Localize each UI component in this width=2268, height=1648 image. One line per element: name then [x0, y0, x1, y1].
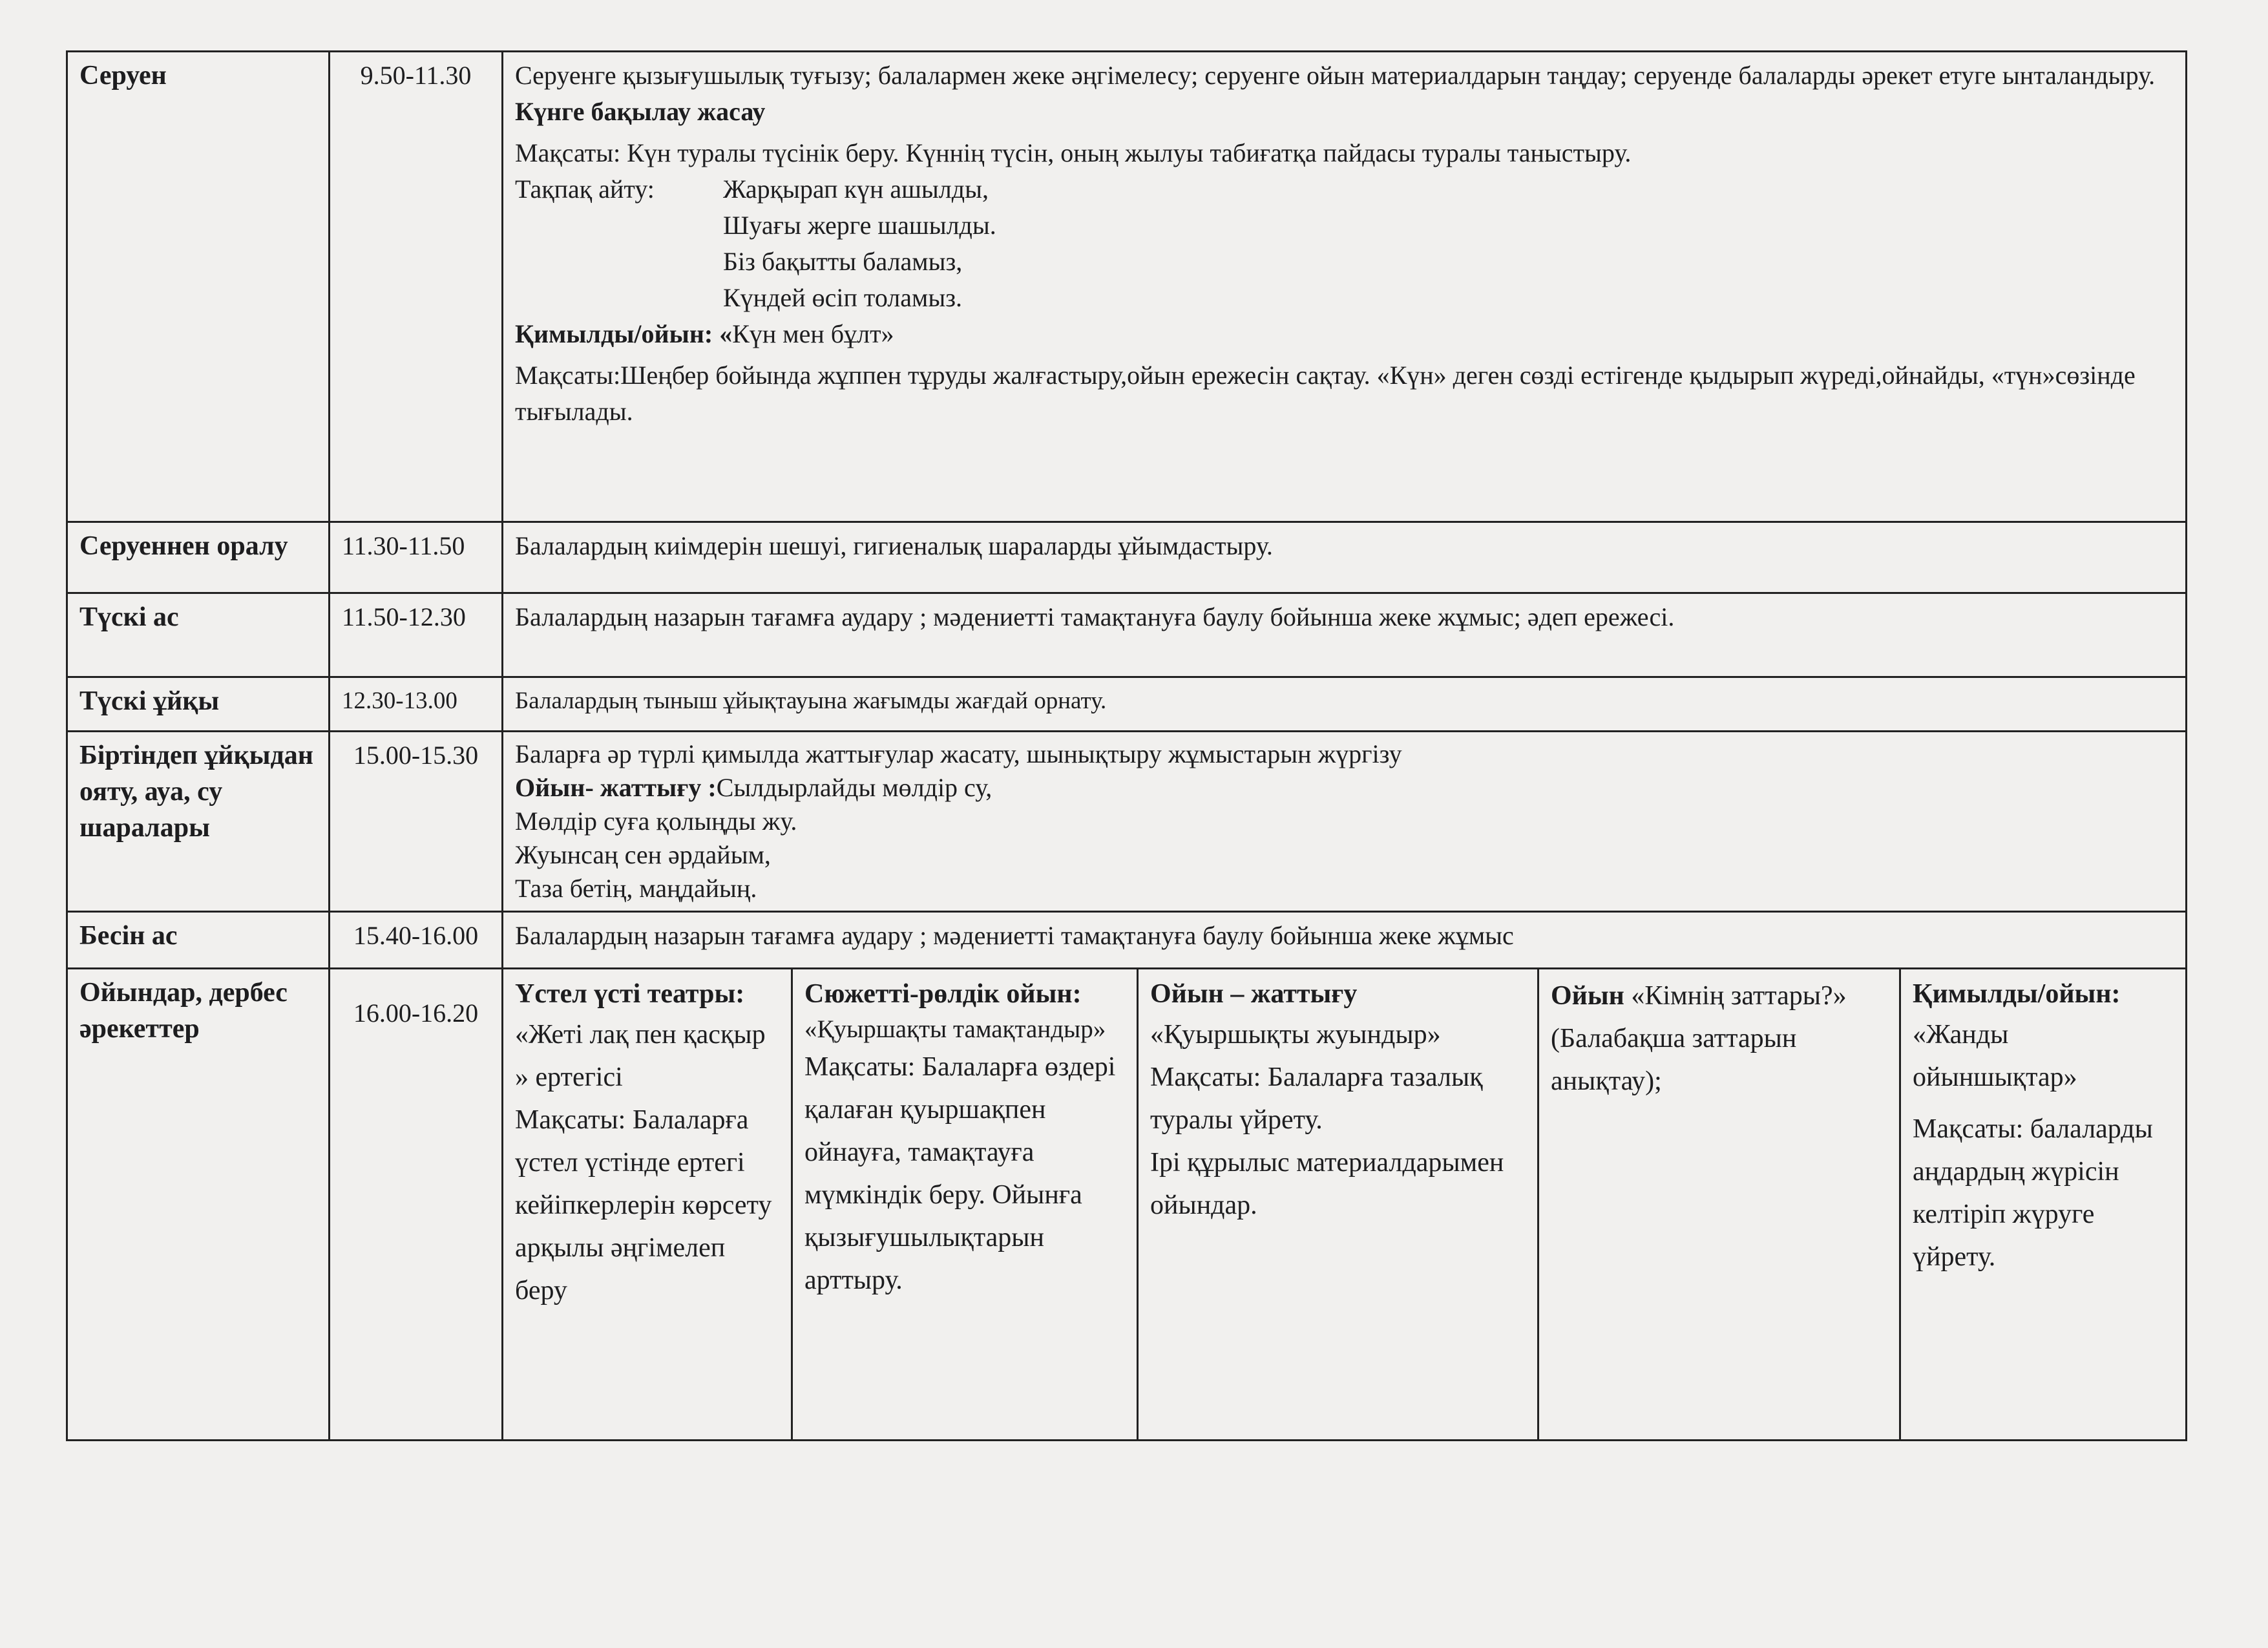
content-cell: Балалардың назарын тағамға аудару ; мәдениетті тамақтануға баулу бойынша жеке жұмыс	[503, 912, 2187, 969]
row-nap	[67, 677, 2187, 732]
content-cell	[503, 52, 2187, 522]
game-title: Үстел үсті театры:	[515, 979, 745, 1009]
exercise-line: Таза бетің, маңдайың.	[515, 874, 757, 903]
poem-line: Біз бақытты баламыз,	[723, 247, 963, 276]
activity-cell: Түскі ұйқы	[67, 677, 330, 732]
activity-cell: Серуеннен оралу	[67, 522, 330, 593]
content-cell: Балалардың киімдерін шешуі, гигиеналық шараларды ұйымдастыру.	[503, 522, 2187, 593]
activity-cell: Ойындар, дербес әрекеттер	[67, 969, 330, 1441]
game-column-1	[503, 969, 792, 1441]
time-cell: 16.00-16.20	[330, 969, 503, 1441]
game-goal: Мақсаты: Балаларға өздері қалаған қуыршақпен ойнауға, тамақтауға мүмкіндік беру. Ойынға қызығушылықтарын арттыру.	[804, 1052, 1116, 1295]
exercise-label: Ойын- жаттығу :	[515, 773, 717, 802]
game-goal: Мақсаты: балаларды аңдардың жүрісін келтіріп жүруге үйрету.	[1913, 1114, 2153, 1272]
content-cell	[503, 732, 2187, 912]
content-cell: Балалардың тыныш ұйықтауына жағымды жағдай орнату.	[503, 677, 2187, 732]
poem-lines	[723, 171, 996, 316]
game-name: «Жеті лақ пен қасқыр » ертегісі	[515, 1020, 766, 1092]
poem-line: Жарқырап күн ашылды,	[723, 174, 989, 204]
game-name: «Қуыршақты тамақтандыр»	[804, 1015, 1106, 1043]
row-snack	[67, 912, 2187, 969]
game-goal: Мақсаты:Шеңбер бойында жұппен тұруды жалғастыру,ойын ережесін сақтау. «Күн» деген сөзді естігенде қыдырып жүреді,ойнайды, «түн»сөзінде тығылады.	[515, 361, 2136, 426]
game-title: Ойын	[1551, 981, 1624, 1011]
time-cell: 11.50-12.30	[330, 593, 503, 677]
game-column-4	[1538, 969, 1900, 1441]
time-cell: 15.40-16.00	[330, 912, 503, 969]
game-title: Ойын – жаттығу	[1150, 979, 1358, 1009]
activity-cell: Біртіндеп ұйқыдан ояту, ауа, су шаралары	[67, 732, 330, 912]
time-cell: 11.30-11.50	[330, 522, 503, 593]
time-cell: 15.00-15.30	[330, 732, 503, 912]
time-cell: 9.50-11.30	[330, 52, 503, 522]
observation-title: Күнге бақылау жасау	[515, 97, 766, 126]
poem-block	[515, 171, 2174, 316]
game-name: «Қуыршықты жуындыр»	[1150, 1020, 1441, 1050]
game-name: «Жанды ойыншықтар»	[1913, 1020, 2077, 1092]
exercise-line: Жуынсаң сен әрдайым,	[515, 840, 771, 869]
poem-label: Тақпақ айту:	[515, 174, 655, 204]
activity-cell: Түскі ас	[67, 593, 330, 677]
row-return	[67, 522, 2187, 593]
row-wake-up	[67, 732, 2187, 912]
poem-line: Шуағы жерге шашылды.	[723, 211, 996, 240]
game-name: Күн мен бұлт»	[732, 319, 894, 348]
activity-cell: Бесін ас	[67, 912, 330, 969]
schedule-sheet	[66, 50, 2185, 1440]
game-column-5	[1900, 969, 2187, 1441]
exercise-heading	[515, 771, 2174, 805]
observation-goal: Мақсаты: Күн туралы түсінік беру. Күннің түсін, оның жылуы табиғатқа пайдасы туралы таныстыру.	[515, 138, 1632, 167]
row-games	[67, 969, 2187, 1441]
game-goal: Мақсаты: Балаларға тазалық туралы үйрету.	[1150, 1062, 1483, 1135]
daily-schedule-table	[66, 50, 2187, 1441]
activity-cell: Серуен	[67, 52, 330, 522]
time-cell: 12.30-13.00	[330, 677, 503, 732]
exercise-line: Мөлдір суға қолыңды жу.	[515, 807, 797, 836]
wake-text: Баларға әр түрлі қимылда жаттығулар жасату, шынықтыру жұмыстарын жүргізу	[515, 739, 1402, 768]
game-goal: Мақсаты: Балаларға үстел үстінде ертегі кейіпкерлерін көрсету арқылы әңгімелеп беру	[515, 1105, 772, 1305]
game-name: «Кімнің заттары?» (Балабақша заттарын анықтау);	[1551, 981, 1847, 1096]
row-walk	[67, 52, 2187, 522]
game-title: Қимылды/ойын:	[1913, 979, 2121, 1009]
game-label: Қимылды/ойын: «	[515, 319, 733, 348]
game-heading	[515, 316, 2174, 352]
game-extra: Ірі құрылыс материалдарымен ойындар.	[1150, 1148, 1504, 1220]
game-column-2	[792, 969, 1138, 1441]
game-title: Сюжетті-рөлдік ойын:	[804, 979, 1082, 1009]
content-cell: Балалардың назарын тағамға аудару ; мәдениетті тамақтануға баулу бойынша жеке жұмыс; әдеп ережесі.	[503, 593, 2187, 677]
exercise-line: Сылдырлайды мөлдір су,	[716, 773, 992, 802]
game-column-3	[1138, 969, 1538, 1441]
row-lunch	[67, 593, 2187, 677]
poem-line: Күндей өсіп толамыз.	[723, 283, 962, 312]
walk-intro: Серуенге қызығушылық туғызу; балалармен жеке әңгімелесу; серуенге ойын материалдарын таңдау; серуенде балаларды әрекет етуге ынталандыру.	[515, 61, 2156, 90]
